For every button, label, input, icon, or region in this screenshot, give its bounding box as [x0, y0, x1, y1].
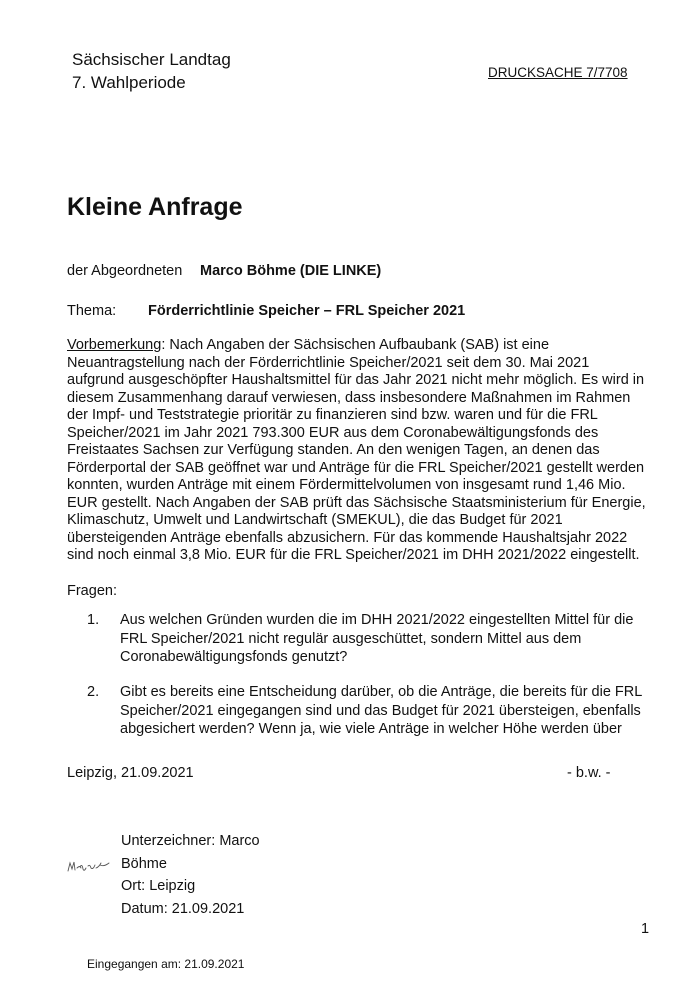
signer-place: Ort: Leipzig: [121, 878, 196, 894]
signer-block: [121, 830, 281, 920]
signer-name: Unterzeichner: Marco Böhme: [121, 833, 260, 872]
topic-row: [67, 303, 465, 319]
preamble-paragraph: [67, 337, 647, 565]
author-row: [67, 263, 381, 279]
author-label: der Abgeordneten: [67, 263, 183, 279]
question-number: 2.: [87, 684, 100, 700]
document-type-title: Kleine Anfrage: [67, 193, 243, 221]
received-stamp: Eingegangen am: 21.09.2021: [87, 957, 245, 971]
questions-label: Fragen:: [67, 583, 117, 599]
signer-date: Datum: 21.09.2021: [121, 900, 245, 917]
parliament-name: Sächsischer Landtag: [72, 50, 231, 69]
page-number: 1: [641, 921, 650, 937]
preamble-text: : Nach Angaben der Sächsischen Aufbaubank (SAB) ist eine Neuantragstellung nach der Förderrichtlinie Speicher/2021 seit dem 30. Mai 2021 aufgrund ausgeschöpfter Haushaltsmittel für das Jahr 2021 nicht mehr möglich. Es wird in diesem Zusammenhang darauf verwiesen, dass insbesondere Maßnahmen im Rahmen der Impf- und Teststrategie prioritär zu finanzieren sind bzw. waren und für die FRL Speicher/2021 im Jahr 2021 793.300 EUR aus dem Coronabewältigungsfonds des Freistaates Sachsen zur Verfügung standen. An den wenigen Tagen, an denen das Förderportal der SAB geöffnet war und Anträge für die FRL Speicher/2021 gestellt werden konnten, wurden Anträge mit einem Fördermittelvolumen von insgesamt rund 1,46 Mio. EUR gestellt. Nach Angaben der SAB prüft das Sächsische Staatsministerium für Energie, Klimaschutz, Umwelt und Landwirtschaft (SMEKUL), die das Budget für 2021 übersteigenden Anträge ebenfalls abzusichern. Für das kommende Haushaltsjahr 2022 sind noch einmal 3,8 Mio. EUR für die FRL Speicher/2021 im DHH 2021/2022 eingestellt.: [67, 337, 646, 563]
legislative-period: 7. Wahlperiode: [72, 73, 186, 92]
place-date: Leipzig, 21.09.2021: [67, 765, 194, 781]
question-item: [87, 683, 647, 739]
question-text: Gibt es bereits eine Entscheidung darüber, ob die Anträge, die bereits für die FRL Speicher/2021 eingegangen sind und das Budget für 2021 übersteigen, ebenfalls abgesichert werden? Wenn ja, wie viele Anträge in welcher Höhe werden über: [120, 684, 642, 737]
continued-marker: - b.w. -: [567, 765, 611, 781]
signature-scribble-icon: [66, 856, 114, 876]
topic-label: Thema:: [67, 303, 117, 319]
handwritten-signature: [66, 856, 114, 881]
drucksache-number: DRUCKSACHE 7/7708: [488, 65, 628, 80]
question-number: 1.: [87, 612, 100, 628]
question-text: Aus welchen Gründen wurden die im DHH 2021/2022 eingestellten Mittel für die FRL Speicher/2021 nicht regulär ausgeschüttet, sondern Mittel aus dem Coronabewältigungsfonds genutzt?: [120, 612, 634, 665]
preamble-heading: Vorbemerkung: [67, 337, 162, 353]
question-item: [87, 611, 647, 667]
author-name: Marco Böhme (DIE LINKE): [200, 263, 382, 279]
topic-title: Förderrichtlinie Speicher – FRL Speicher 2021: [148, 303, 466, 319]
header-parliament-block: [72, 48, 231, 94]
